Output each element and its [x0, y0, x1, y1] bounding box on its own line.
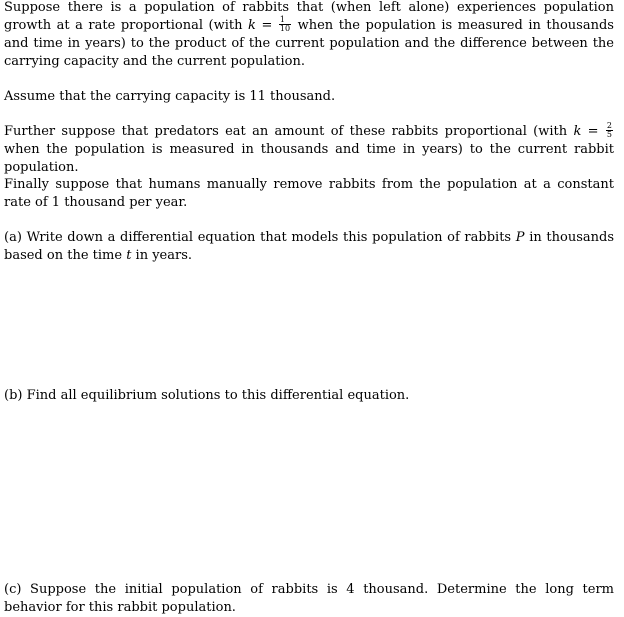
fraction-denominator: 10 — [279, 24, 291, 33]
question-a — [4, 229, 614, 265]
k-variable: k — [573, 124, 582, 139]
fraction-numerator: 2 — [606, 121, 612, 130]
t-variable: t — [126, 248, 132, 263]
k-variable: k — [248, 18, 256, 33]
equals-sign: = — [255, 18, 278, 33]
predators-paragraph — [4, 123, 614, 177]
question-a-text-1: (a) Write down a differential equation that models this population of rabbits — [4, 230, 516, 245]
predators-text-1: Further suppose that predators eat an amount of these rabbits proportional (with — [4, 124, 574, 139]
question-a-text-2: in thousands based on the time — [4, 230, 614, 263]
fraction-denominator: 5 — [606, 130, 612, 139]
question-c: (c) Suppose the initial population of rabbits is 4 thousand. Determine the long term behavior for this rabbit population. — [4, 582, 614, 615]
intro-paragraph — [4, 0, 614, 71]
harvest-paragraph: Finally suppose that humans manually remove rabbits from the population at a constant rate of 1 thousand per year. — [4, 177, 614, 210]
growth-rate-fraction — [279, 16, 291, 33]
equals-sign: = — [581, 124, 605, 139]
intro-text-1: Suppose there is a population of rabbits that (when left alone) experiences population growth at a rate proportional (with — [4, 0, 614, 33]
p-variable: P — [515, 230, 525, 245]
predators-text-2: when the population is measured in thousands and time in years) to the current rabbit population. — [4, 142, 614, 175]
question-a-text-3: in years. — [131, 248, 193, 263]
intro-text-2: when the population is measured in thousands and time in years) to the product of the current population and the difference between the carrying capacity and the current population. — [4, 18, 614, 69]
predation-rate-fraction — [606, 122, 613, 139]
carrying-capacity-paragraph: Assume that the carrying capacity is 11 thousand. — [4, 89, 336, 104]
fraction-numerator: 1 — [279, 16, 291, 25]
question-b: (b) Find all equilibrium solutions to this differential equation. — [4, 388, 410, 403]
